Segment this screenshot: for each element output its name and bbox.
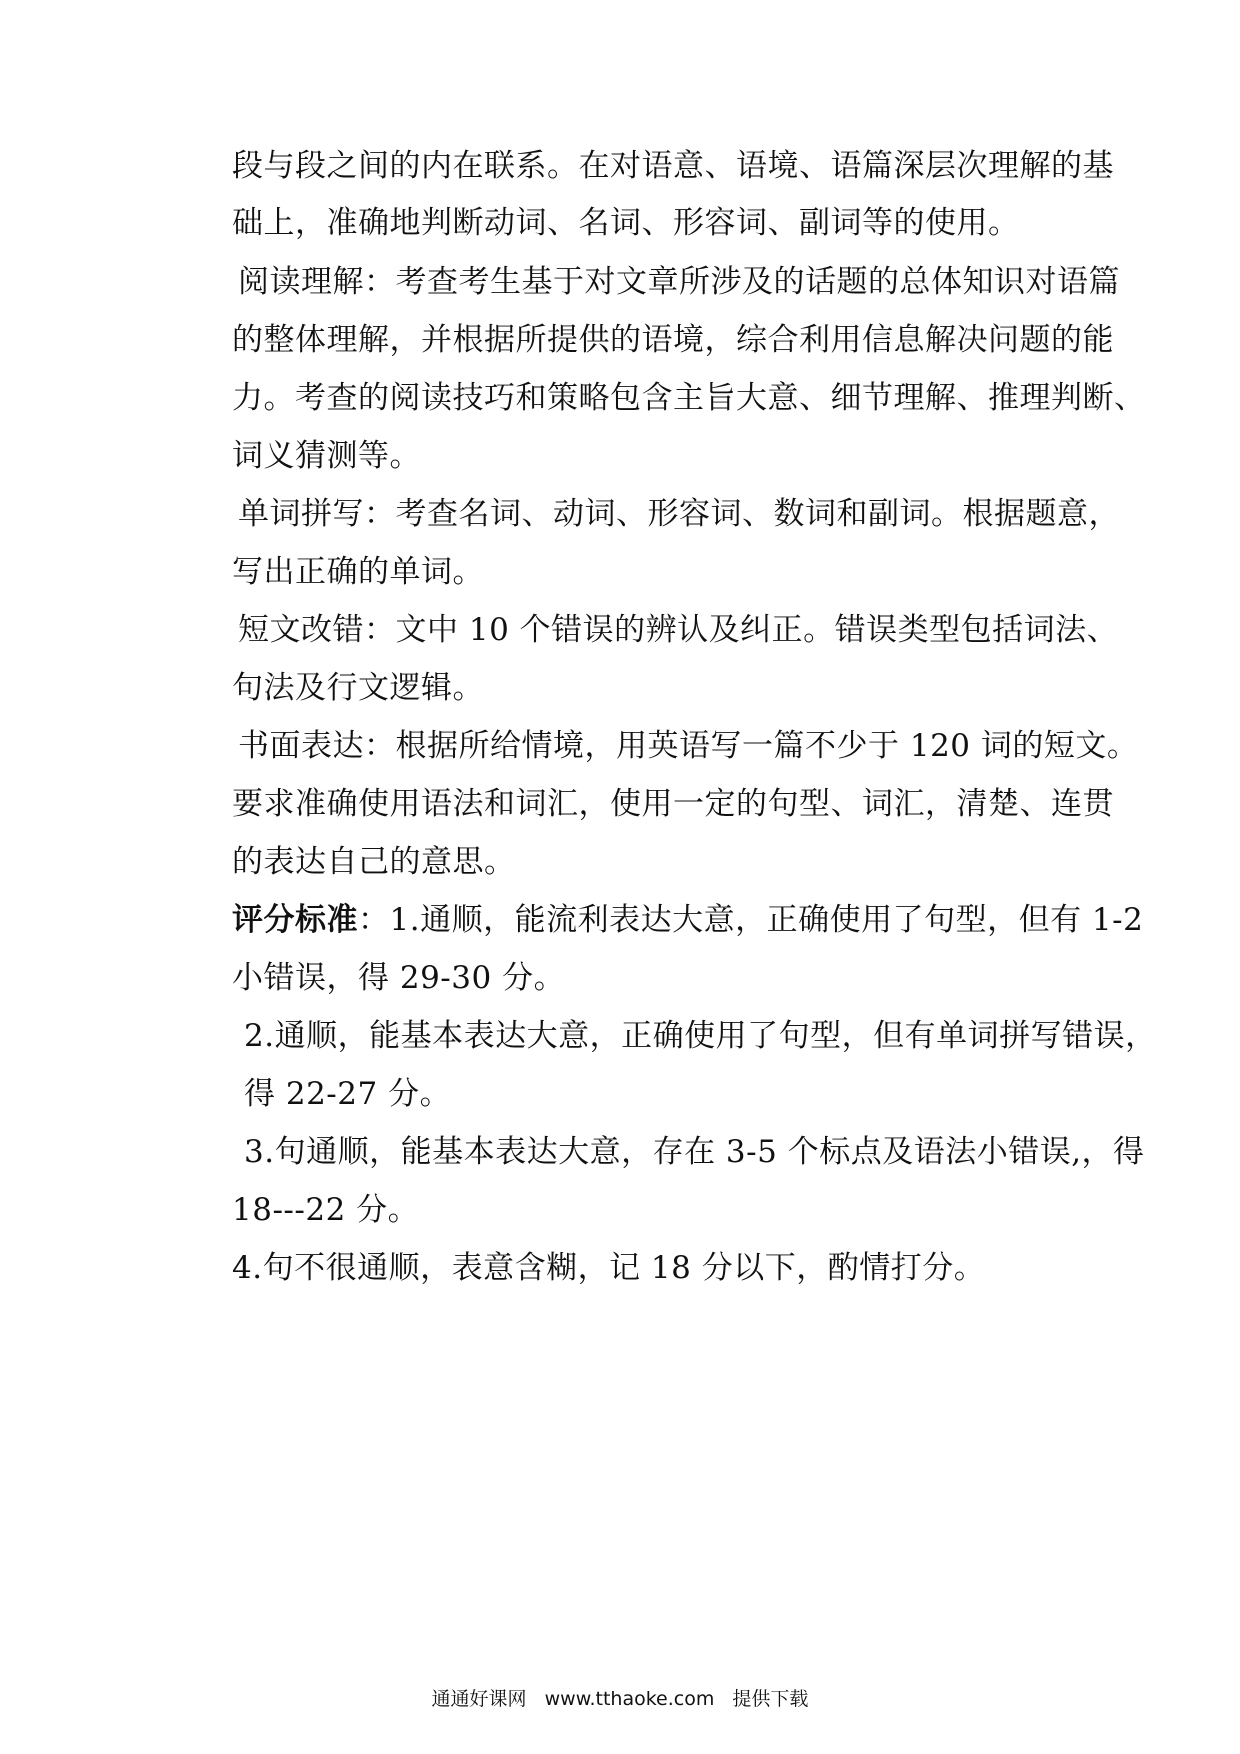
scoring-item-1-cont: 小错误，得 29-30 分。 xyxy=(232,960,566,996)
word-spelling-line: 写出正确的单词。 xyxy=(232,554,484,590)
footer-site-name: 通通好课网 xyxy=(431,1688,527,1710)
reading-comprehension-line: 的整体理解，并根据所提供的语境，综合利用信息解决问题的能 xyxy=(232,322,1114,358)
reading-comprehension-line: 词义猜测等。 xyxy=(232,438,421,474)
reading-comprehension-line: 阅读理解：考查考生基于对文章所涉及的话题的总体知识对语篇 xyxy=(238,264,1120,300)
paragraph-line: 段与段之间的内在联系。在对语意、语境、语篇深层次理解的基 xyxy=(232,148,1114,184)
scoring-item-4: 4.句不很通顺，表意含糊，记 18 分以下，酌情打分。 xyxy=(232,1250,986,1286)
error-correction-line: 句法及行文逻辑。 xyxy=(232,670,484,706)
page-footer xyxy=(0,1686,1240,1712)
writing-line: 的表达自己的意思。 xyxy=(232,844,516,880)
footer-url[interactable]: www.tthaoke.com xyxy=(544,1688,715,1710)
scoring-item-2: 2.通顺，能基本表达大意，正确使用了句型，但有单词拼写错误， xyxy=(244,1018,1157,1054)
reading-comprehension-line: 力。考查的阅读技巧和策略包含主旨大意、细节理解、推理判断、 xyxy=(232,380,1146,416)
paragraph-line: 础上，准确地判断动词、名词、形容词、副词等的使用。 xyxy=(232,205,1020,241)
scoring-item-3: 3.句通顺，能基本表达大意，存在 3-5 个标点及语法小错误,，得 xyxy=(244,1134,1145,1170)
footer-suffix: 提供下载 xyxy=(732,1688,809,1710)
scoring-item-2-cont: 得 22-27 分。 xyxy=(244,1076,452,1112)
error-correction-line: 短文改错：文中 10 个错误的辨认及纠正。错误类型包括词法、 xyxy=(238,612,1119,648)
scoring-criteria-line xyxy=(232,900,1144,940)
word-spelling-line: 单词拼写：考查名词、动词、形容词、数词和副词。根据题意， xyxy=(238,496,1120,532)
scoring-item-3-cont: 18---22 分。 xyxy=(232,1192,420,1228)
scoring-item-1: ：1.通顺，能流利表达大意，正确使用了句型，但有 1-2 xyxy=(358,902,1144,938)
scoring-criteria-heading: 评分标准 xyxy=(232,902,358,938)
writing-line: 要求准确使用语法和词汇，使用一定的句型、词汇，清楚、连贯 xyxy=(232,786,1114,822)
writing-line: 书面表达：根据所给情境，用英语写一篇不少于 120 词的短文。 xyxy=(238,728,1139,764)
